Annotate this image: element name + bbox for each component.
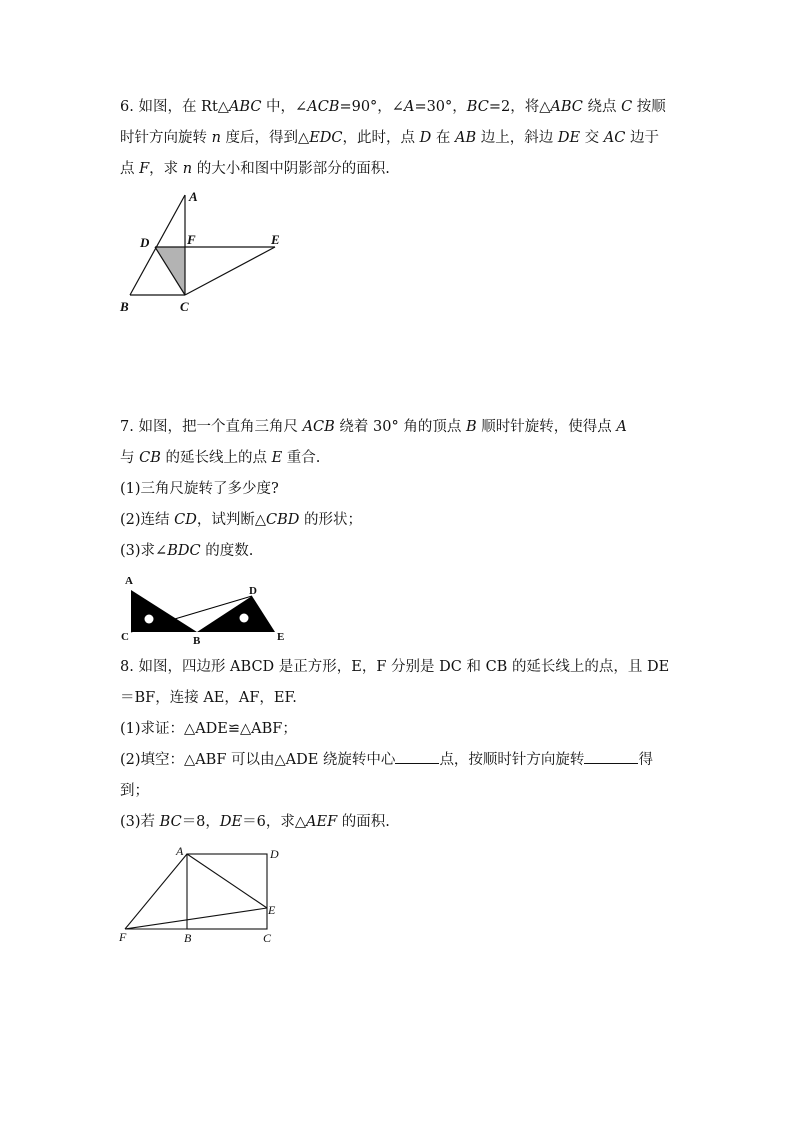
problem-7-line-2: 与 CB 的延长线上的点 E 重合. — [120, 450, 321, 466]
problem-7-question-1: (1)三角尺旋转了多少度? — [120, 481, 279, 497]
rotated-triangle-diagram — [112, 185, 312, 320]
label-b: B — [184, 931, 192, 945]
set-square-rotated — [197, 596, 275, 632]
problem-7-line-1: 7. 如图，把一个直角三角尺 ACB 绕着 30° 角的顶点 B 顺时针旋转，使得点 A — [120, 419, 627, 435]
answer-blank-angle[interactable] — [584, 749, 638, 764]
label-e: E — [277, 631, 285, 643]
problem-6 — [120, 92, 680, 185]
label-a: A — [125, 575, 133, 587]
problem-6-figure — [112, 185, 312, 324]
problem-8-line-1: 8. 如图，四边形 ABCD 是正方形，E，F 分别是 DC 和 CB 的延长线上的点，且 DE — [120, 659, 670, 675]
set-square-original — [131, 590, 197, 632]
problem-7-figure — [115, 572, 295, 651]
label-e: E — [268, 903, 276, 917]
label-d: D — [270, 847, 279, 861]
problem-8-question-3: (3)若 BC＝8，DE＝6，求△AEF 的面积. — [120, 814, 390, 830]
label-f: F — [119, 930, 127, 944]
set-square-hole-left — [145, 615, 154, 624]
segment-fe — [125, 908, 267, 929]
label-f: F — [187, 232, 196, 247]
problem-6-line-2: 时针方向旋转 n 度后，得到△EDC，此时，点 D 在 AB 边上，斜边 DE 交 AC 边于 — [120, 130, 659, 146]
square-diagram — [112, 842, 287, 947]
label-c: C — [180, 299, 189, 314]
label-a: A — [189, 189, 198, 204]
label-b: B — [193, 635, 201, 647]
segment-ec — [185, 247, 275, 295]
label-d: D — [140, 235, 150, 250]
label-a: A — [176, 844, 184, 858]
problem-7 — [120, 412, 680, 567]
set-square-hole-right — [240, 614, 249, 623]
label-c: C — [121, 631, 129, 643]
problem-6-line-3: 点 F，求 n 的大小和图中阴影部分的面积. — [120, 161, 390, 177]
segment-ae — [187, 854, 267, 908]
problem-7-question-3: (3)求∠BDC 的度数. — [120, 543, 254, 559]
problem-8-question-2: (2)填空：△ABF 可以由△ADE 绕旋转中心 点，按顺时针方向旋转 得 — [120, 745, 685, 776]
label-c: C — [263, 931, 272, 945]
problem-6-line-1: 6. 如图，在 Rt△ABC 中，∠ACB=90°，∠A=30°，BC=2，将△ABC 绕点 C 按顺 — [120, 99, 666, 115]
answer-blank-center[interactable] — [395, 749, 439, 764]
label-d: D — [249, 585, 257, 597]
problem-7-question-2: (2)连结 CD，试判断△CBD 的形状； — [120, 512, 363, 528]
problem-8-line-2: ＝BF，连接 AE，AF，EF. — [120, 690, 297, 706]
problem-8-question-1: (1)求证：△ADE≌△ABF； — [120, 721, 297, 737]
problem-8-figure — [112, 842, 287, 951]
label-e: E — [271, 232, 280, 247]
set-square-diagram — [115, 572, 295, 647]
label-b: B — [120, 299, 129, 314]
problem-8-question-2-cont: 到； — [120, 783, 149, 799]
problem-8 — [120, 652, 685, 838]
segment-af — [125, 854, 187, 929]
